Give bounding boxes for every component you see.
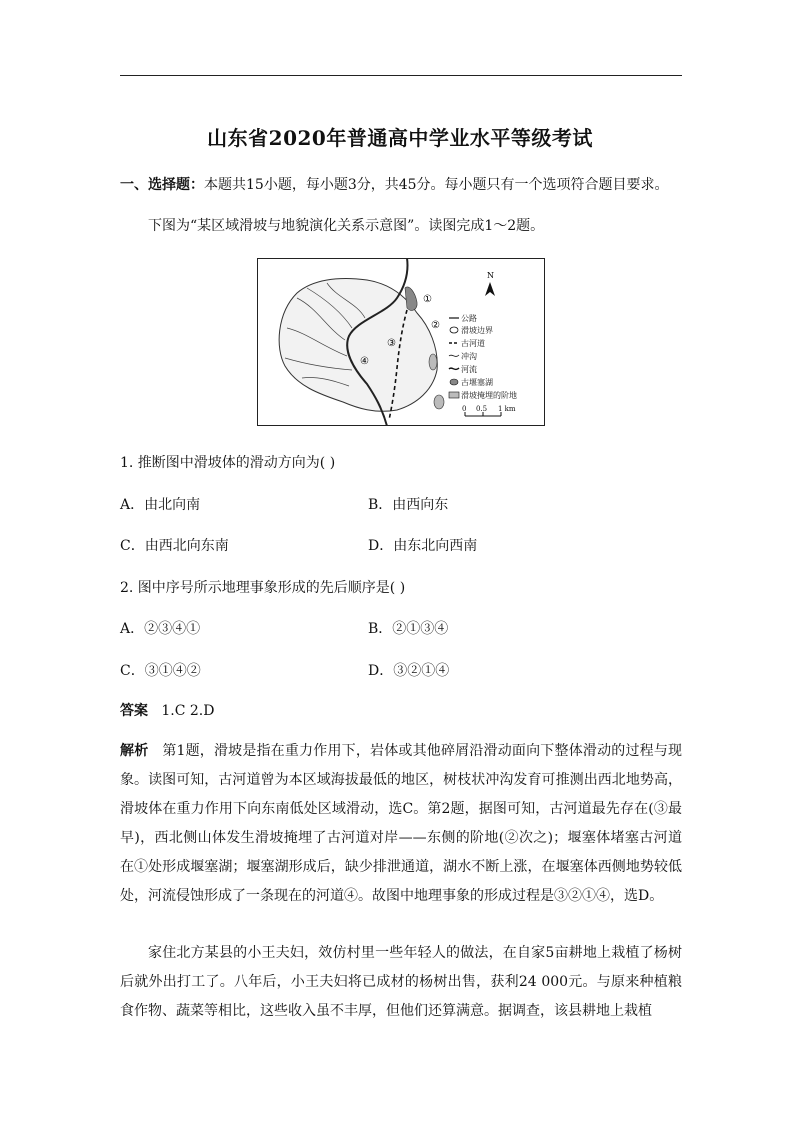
legend-road: 公路: [461, 314, 477, 323]
section-heading: [120, 175, 669, 195]
question-1-stem: 1. 推断图中滑坡体的滑动方向为( ): [120, 455, 336, 471]
legend-river: 河流: [461, 365, 477, 374]
legend-terrace: 滑坡掩埋的阶地: [461, 391, 517, 400]
legend-channel: 古河道: [461, 339, 485, 348]
q2-option-a: A．②③④①: [120, 621, 201, 637]
analysis-label: 解析: [120, 743, 149, 759]
marker-2: ②: [431, 320, 440, 331]
answer-label: 答案: [120, 703, 148, 719]
intro-text: 下图为“某区域滑坡与地貌演化关系示意图”。读图完成1～2题。: [148, 218, 545, 234]
answer-line: [120, 701, 214, 721]
answer-text: 1.C 2.D: [161, 703, 215, 719]
section-text: 本题共15小题，每小题3分，共45分。每小题只有一个选项符合题目要求。: [204, 177, 669, 193]
svg-text:0: 0: [462, 405, 467, 413]
legend-gully: 冲沟: [461, 352, 477, 361]
legend-boundary: 滑坡边界: [461, 326, 493, 335]
q2-option-d: D．③②①④: [368, 663, 450, 679]
buried-terrace: [429, 354, 437, 370]
q1-option-b: B．由西向东: [368, 497, 449, 513]
q2-option-c: C．③①④②: [120, 663, 201, 679]
q1-option-d: D．由东北向西南: [368, 538, 478, 554]
passage-text: 家住北方某县的小王夫妇，效仿村里一些年轻人的做法，在自家5亩耕地上栽植了杨树后就外出打工了。八年后，小王夫妇将已成材的杨树出售，获利24 000元。与原来种植粮食作物、蔬菜等相比，这些收入虽不丰厚，但他们还算满意。据调查，该县耕地上栽植: [120, 945, 682, 1019]
q2-option-b: B．②①③④: [368, 621, 449, 637]
svg-text:1 km: 1 km: [498, 405, 516, 413]
landslide-map: [257, 258, 545, 426]
north-label: N: [487, 271, 494, 280]
page-title: 山东省2020年普通高中学业水平等级考试: [207, 126, 593, 150]
svg-text:0.5: 0.5: [476, 405, 488, 413]
marker-3: ③: [387, 338, 396, 349]
buried-terrace-2: [434, 395, 444, 409]
marker-4: ④: [360, 356, 369, 367]
analysis-text: 第1题，滑坡是指在重力作用下，岩体或其他碎屑沿滑动面向下整体滑动的过程与现象。读图可知，古河道曾为本区域海拔最低的地区，树枝状冲沟发育可推测出西北地势高，滑坡体在重力作用下向东南低处区域滑动，选C。第2题，据图可知，古河道最先存在(③最早)，西北侧山体发生滑坡掩埋了古河道对岸——东侧的阶地(②次之)；堰塞体堵塞古河道在①处形成堰塞湖；堰塞湖形成后，缺少排泄通道，湖水不断上涨，在堰塞体西侧地势较低处，河流侵蚀形成了一条现在的河道④。故图中地理事象的形成过程是③②①④，选D。: [120, 743, 683, 904]
analysis-block: [120, 737, 682, 911]
question-2-stem: 2. 图中序号所示地理事象形成的先后顺序是( ): [120, 580, 406, 596]
marker-1: ①: [423, 294, 432, 305]
q1-option-c: C．由西北向东南: [120, 538, 229, 554]
q1-option-a: A．由北向南: [120, 497, 201, 513]
header-rule: [120, 75, 682, 76]
section-label: 一、选择题：: [120, 177, 204, 193]
legend-lake: 古堰塞湖: [461, 378, 493, 387]
